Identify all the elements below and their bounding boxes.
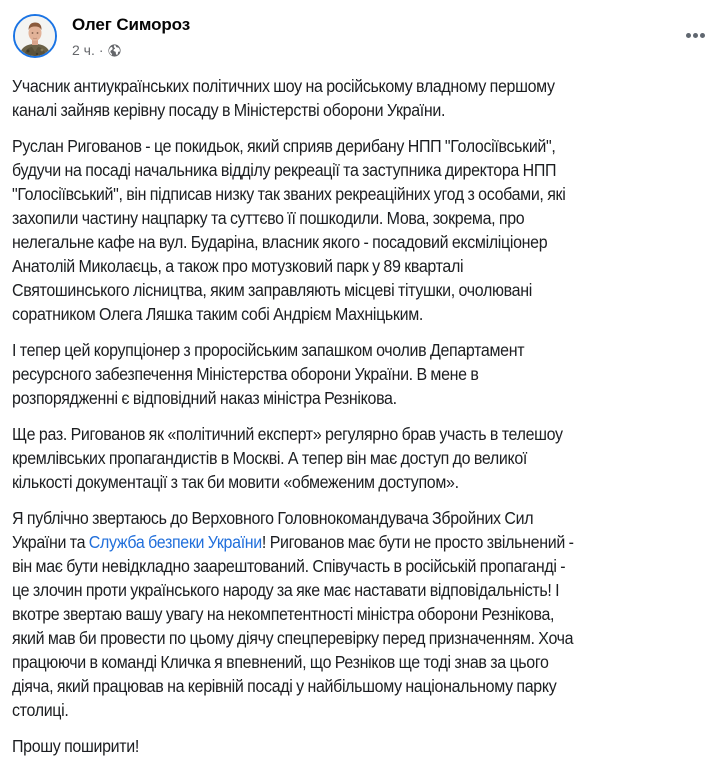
more-horizontal-icon bbox=[700, 33, 705, 38]
text-line: столиці. bbox=[12, 700, 69, 720]
text-line: він має бути невідкладно заарештований. Співучасть в російській пропаганді - bbox=[12, 556, 566, 576]
text-line: нелегальне кафе на вул. Бударіна, власник якого - посадовий ексміліціонер bbox=[12, 232, 548, 252]
text-line: Руслан Ригованов - це покидьок, який сприяв дерибану НПП "Голосіївський", bbox=[12, 136, 556, 156]
text-line: Святошинського лісництва, яким заправляють місцеві тітушки, очолювані bbox=[12, 280, 532, 300]
text-line: ресурсного забезпечення Міністерства оборони України. В мене в bbox=[12, 364, 479, 384]
text-line: "Голосіївський", він підписав низку так званих рекреаційних угод з особами, які bbox=[12, 184, 566, 204]
text-segment: ! Ригованов має бути не просто звільнений - bbox=[261, 532, 574, 552]
text-line: Прошу поширити! bbox=[12, 736, 139, 756]
post-timestamp[interactable]: 2 ч. bbox=[72, 42, 95, 58]
author-name[interactable]: Олег Симороз bbox=[72, 15, 191, 34]
meta-separator: · bbox=[98, 42, 104, 58]
text-segment: України та bbox=[12, 532, 89, 552]
text-line: соратником Олега Ляшка таким собі Андрієм Махніцьким. bbox=[12, 304, 423, 324]
text-line: діяча, який працював на керівній посаді у найбільшому національному парку bbox=[12, 676, 557, 696]
text-line: Учасник антиукраїнських політичних шоу на російському владному першому bbox=[12, 76, 555, 96]
text-line: розпорядженні є відповідний наказ міністра Резнікова. bbox=[12, 388, 397, 408]
globe-icon bbox=[108, 44, 121, 57]
text-line: каналі зайняв керівну посаду в Міністерстві оборони України. bbox=[12, 100, 446, 120]
paragraph-5 bbox=[12, 506, 719, 722]
paragraph-1 bbox=[12, 74, 719, 122]
paragraph-4 bbox=[12, 422, 719, 494]
paragraph-2 bbox=[12, 134, 719, 326]
text-line: Я публічно звертаюсь до Верховного Головнокомандувача Збройних Сил bbox=[12, 508, 534, 528]
more-options-button[interactable] bbox=[681, 25, 709, 45]
text-line: будучи на посаді начальника відділу рекреації та заступника директора НПП bbox=[12, 160, 557, 180]
post-header bbox=[0, 0, 721, 68]
text-line: захопили частину нацпарку та суттєво її пошкодили. Мова, зокрема, про bbox=[12, 208, 525, 228]
author-avatar[interactable] bbox=[13, 14, 57, 58]
text-line: вкотре звертаю вашу увагу на некомпетентності міністра оборони Резнікова, bbox=[12, 604, 555, 624]
text-line: це злочин проти українського народу за яке має наставати відповідальність! І bbox=[12, 580, 560, 600]
paragraph-3 bbox=[12, 338, 719, 410]
text-line: кремлівських пропагандистів в Москві. А тепер він має доступ до великої bbox=[12, 448, 528, 468]
profile-photo-icon bbox=[15, 16, 55, 56]
text-line: Анатолій Миколаєць, а також про мотузковий парк у 89 кварталі bbox=[12, 256, 464, 276]
text-line: який мав би провести по цьому діячу спецперевірку перед призначенням. Хоча bbox=[12, 628, 574, 648]
more-horizontal-icon bbox=[686, 33, 691, 38]
text-line: Ще раз. Ригованов як «політичний експерт» регулярно брав участь в телешоу bbox=[12, 424, 563, 444]
post-meta bbox=[72, 42, 121, 58]
text-line: працюючи в команді Кличка я впевнений, що Резніков ще тоді знав за цього bbox=[12, 652, 549, 672]
post-text bbox=[12, 74, 663, 770]
paragraph-6 bbox=[12, 734, 719, 758]
text-line: кількості документації з так би мовити «обмеженим доступом». bbox=[12, 472, 459, 492]
more-horizontal-icon bbox=[693, 33, 698, 38]
text-line: І тепер цей корупціонер з проросійським запашком очолив Департамент bbox=[12, 340, 525, 360]
text-line bbox=[12, 530, 719, 554]
sbu-page-link[interactable]: Служба безпеки України bbox=[88, 532, 262, 552]
